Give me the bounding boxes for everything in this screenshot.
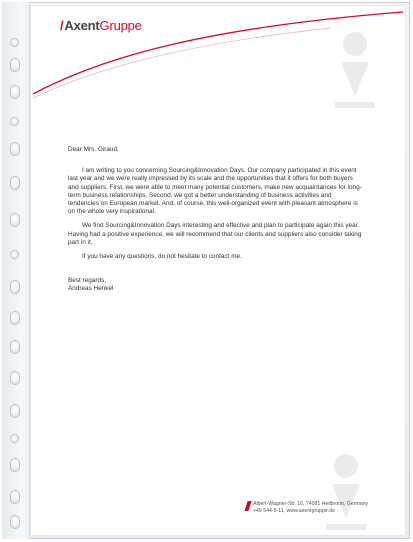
hole-icon	[10, 58, 20, 72]
letter-footer	[253, 501, 403, 515]
hole-icon	[10, 490, 20, 504]
hole-icon	[10, 38, 19, 47]
hole-icon	[10, 280, 20, 294]
footer-address: Albert-Wagner-Str. 16, 74081 Heilbronn, Germany	[253, 501, 369, 507]
hole-icon	[10, 176, 20, 190]
paragraph-1: I am writing to you concerning Sourcing&Innovation Days. Our company participated in this event last year and we were really impressed by its scale and the opportunities that it offers for both buyers and suppliers. First, we were able to meet many potential customers, make new acquaintances for long-term business relationships. Second, we got a better understanding of business activities and tendencies on European market. And, of course, this well-organized event with pleasant atmosphere is on the whole very inspirational.	[68, 167, 362, 216]
hole-icon	[10, 434, 19, 443]
logo-text-axent: Axent	[64, 18, 100, 33]
company-logo	[60, 18, 142, 33]
hole-icon	[10, 142, 20, 156]
signature-name: Andreas Henkel	[68, 285, 114, 293]
logo-text-gruppe: Gruppe	[99, 18, 142, 33]
salutation: Dear Mrs. Giraud,	[68, 146, 119, 153]
hole-icon	[10, 85, 20, 99]
download-arrow-icon	[331, 26, 379, 116]
hole-icon	[10, 515, 20, 529]
download-arrow-icon	[322, 448, 370, 538]
hole-icon	[10, 371, 20, 385]
hole-icon	[10, 458, 20, 472]
paragraph-3: If you have any questions, do not hesitate to contact me.	[82, 253, 242, 261]
hole-icon	[10, 340, 20, 354]
logo-mark: /	[60, 18, 64, 33]
hole-icon	[10, 250, 19, 259]
paragraph-2: We find Sourcing&Innovation Days interesting and effective and plan to participate again this year. Having had a positive experience, we will recommend that our clients and suppliers also consider taking part in it.	[68, 222, 362, 246]
hole-icon	[10, 404, 20, 418]
hole-icon	[10, 117, 19, 126]
punched-holes	[10, 0, 22, 542]
hole-icon	[10, 311, 20, 325]
letter-body	[68, 146, 363, 294]
footer-contact: +49 544-9-11, www.axentgruppe.de	[253, 508, 335, 514]
closing: Best regards,	[68, 277, 107, 285]
hole-icon	[10, 213, 20, 227]
